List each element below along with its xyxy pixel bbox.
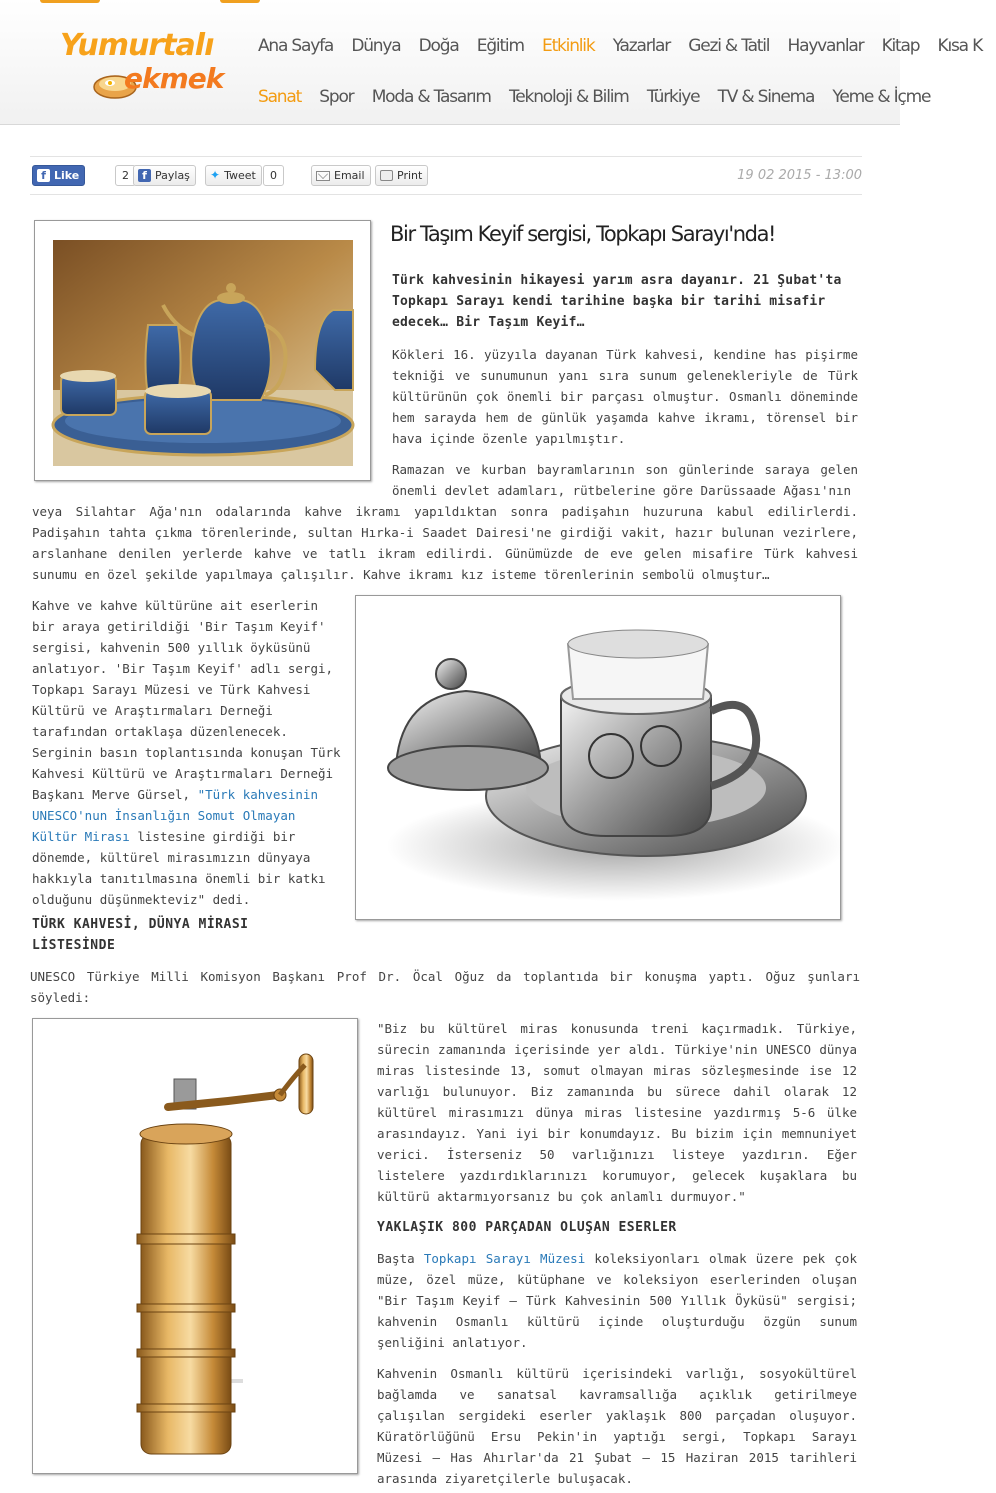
like-count: 2 bbox=[115, 165, 136, 186]
topkapi-museum-link[interactable]: Topkapı Sarayı Müzesi bbox=[423, 1251, 586, 1266]
paragraph-6 bbox=[377, 1248, 857, 1353]
tweet-count: 0 bbox=[263, 165, 284, 186]
nav-item[interactable]: Eğitim bbox=[476, 36, 524, 56]
nav-item[interactable]: Yeme & İçme bbox=[832, 87, 931, 107]
facebook-like-button[interactable] bbox=[32, 165, 85, 186]
share-bar bbox=[30, 156, 862, 195]
photo-silver-cup[interactable] bbox=[355, 595, 841, 920]
nav-row-1 bbox=[258, 36, 996, 56]
paragraph-6-end: koleksiyonları olmak üzere pek çok müze, özel müze, kütüphane ve koleksiyon eserlerinden oluşan "Bir Taşım Keyif – Türk Kahvesinin 500 Yıllık Öyküsü" sergisi; kahvenin Osmanlı kültürü içinde oluşturduğu özgün sunum şenliğini anlatıyor. bbox=[377, 1251, 857, 1350]
paragraph-5-quote: "Biz bu kültürel miras konusunda treni kaçırmadık. Türkiye, sürecin zamanında içerisinde yer aldı. Türkiye'nin UNESCO dünya miras listesinde 13, somut olmayan miras sözleşmesinde ise 12 varlığı bulunuyor. Biz zamanında bu sürece dahil olarak 12 kültürel mirasımızı dünya miras listesine yazdırmış 5-6 ülke arasındayız. Yani iyi bir konumdayız. Bu bizim için memnuniyet verici. İsterseniz 50 varlığınızı listeye yazdırın. Eğer listelere yazdırdıklarınızı korumuyor, gelecek kuşaklara bu kültürü aktarmıyorsanız bu çok anlamlı durmuyor." bbox=[377, 1021, 857, 1204]
like-label: Like bbox=[54, 169, 80, 182]
main-nav bbox=[258, 30, 983, 120]
site-logo[interactable] bbox=[56, 28, 231, 108]
tweet-button[interactable] bbox=[205, 165, 262, 186]
logo-text-line1: Yumurtalı bbox=[60, 28, 214, 63]
logo-text-line2: ekmek bbox=[124, 62, 224, 95]
print-label: Print bbox=[397, 169, 423, 182]
nav-item[interactable]: Ana Sayfa bbox=[258, 36, 334, 56]
nav-item[interactable]: Doğa bbox=[418, 36, 459, 56]
twitter-bird-icon: ✦ bbox=[210, 168, 221, 182]
paragraph-2a: Ramazan ve kurban bayramlarının son günlerinde saraya gelen önemli devlet adamları, rütbelerine göre Darüssaade Ağası'nın bbox=[392, 462, 858, 498]
nav-item[interactable]: Kitap bbox=[881, 36, 920, 56]
subheading-2: YAKLAŞIK 800 PARÇADAN OLUŞAN ESERLER bbox=[377, 1220, 677, 1235]
share-label: Paylaş bbox=[155, 169, 190, 182]
article-title: Bir Taşım Keyif sergisi, Topkapı Sarayı'nda! bbox=[390, 222, 776, 246]
nav-item[interactable]: TV & Sinema bbox=[717, 87, 815, 107]
coffee-set-image bbox=[53, 240, 353, 466]
top-accent-strip bbox=[0, 0, 900, 3]
site-header bbox=[0, 0, 983, 125]
printer-icon bbox=[380, 170, 393, 181]
publish-date: 19 02 2015 - 13:00 bbox=[737, 168, 862, 183]
silver-cup-image bbox=[356, 596, 840, 919]
paragraph-1: Kökleri 16. yüzyıla dayanan Türk kahvesi, kendine has pişirme tekniği ve sunumunun yanı sıra sunum gelenekleriyle de Türk kültürünün çok önemli bir parçası olmuştur. Osmanlı döneminde hem sarayda hem de günlük yaşamda kahve ikramı, törensel bir hava içinde özenle yapılmıştır. bbox=[392, 347, 858, 446]
nav-item[interactable]: Hayvanlar bbox=[787, 36, 864, 56]
nav-item-active[interactable]: Etkinlik bbox=[542, 36, 595, 56]
tweet-label: Tweet bbox=[224, 169, 256, 182]
nav-item[interactable]: Kısa K bbox=[937, 36, 983, 56]
paragraph-3 bbox=[32, 595, 343, 910]
paragraph-4: UNESCO Türkiye Milli Komisyon Başkanı Prof Dr. Öcal Oğuz da toplantıda bir konuşma yaptı. Oğuz şunları söyledi: bbox=[30, 969, 860, 1005]
nav-item[interactable]: Dünya bbox=[351, 36, 401, 56]
paragraph-3-end: listesine girdiği bir dönemde, kültürel mirasımızın dünyaya hakkıyla tanıtılmasına önemli bir katkı olduğunu düşünmekteviz" dedi. bbox=[32, 829, 326, 907]
nav-item[interactable]: Türkiye bbox=[646, 87, 700, 107]
unesco-link[interactable]: "Türk kahvesinin UNESCO'nun İnsanlığın Somut Olmayan Kültür Mirası bbox=[32, 787, 318, 844]
photo-coffee-set[interactable] bbox=[34, 220, 371, 481]
paragraph-2b: veya Silahtar Ağa'nın odalarında kahve ikramı yapıldıktan sonra padişahın huzuruna kabul edilirlerdi. Padişahın tahta çıkma törenlerinde, sultan Hırka-i Saadet Dairesi'ne girdiği vakit, hazır bulunan vezirlere, arslanhane denilen yerlerde kahve ve tatlı ikram edilirdi. Günümüzde de eve gelen misafire Türk kahvesi sunumu en özel şekilde yapılmaya çalışılır. Kahve ikramı kız isteme törenlerinin sembolü olmuştur… bbox=[32, 504, 858, 582]
facebook-share-button[interactable] bbox=[133, 165, 196, 186]
coffee-grinder-image bbox=[33, 1019, 357, 1473]
nav-row-2 bbox=[258, 87, 944, 107]
nav-item-active[interactable]: Sanat bbox=[258, 87, 302, 107]
envelope-icon bbox=[316, 171, 330, 181]
subheading-1: TÜRK KAHVESİ, DÜNYA MİRASI LİSTESİNDE bbox=[32, 917, 249, 953]
photo-coffee-grinder[interactable] bbox=[32, 1018, 358, 1474]
paragraph-6-start: Başta bbox=[377, 1251, 424, 1266]
facebook-icon: f bbox=[37, 169, 50, 182]
nav-item[interactable]: Gezi & Tatil bbox=[688, 36, 770, 56]
print-button[interactable] bbox=[375, 165, 428, 186]
nav-item[interactable]: Yazarlar bbox=[612, 36, 671, 56]
article-lead: Türk kahvesinin hikayesi yarım asra dayanır. 21 Şubat'ta Topkapı Sarayı kendi tarihine başka bir tarihi misafir edecek… Bir Taşım Keyif… bbox=[392, 273, 842, 330]
email-button[interactable] bbox=[311, 165, 371, 186]
nav-item[interactable]: Teknoloji & Bilim bbox=[509, 87, 629, 107]
nav-item[interactable]: Moda & Tasarım bbox=[371, 87, 491, 107]
paragraph-3-text: Kahve ve kahve kültürüne ait eserlerin bir araya getirildiği 'Bir Taşım Keyif' sergisi, kahvenin 500 yıllık öyküsünü anlatıyor. 'Bir Taşım Keyif' adlı sergi, Topkapı Sarayı Müzesi ve Türk Kahvesi Kültürü ve Araştırmaları Derneği tarafından ortaklaşa düzenlenecek. Serginin basın toplantısında konuşan Türk Kahvesi Kültürü ve Araştırmaları Derneği Başkanı Merve Gürsel, bbox=[32, 598, 341, 802]
email-label: Email bbox=[334, 169, 365, 182]
nav-item[interactable]: Spor bbox=[319, 87, 354, 107]
facebook-icon: f bbox=[138, 169, 151, 182]
paragraph-7: Kahvenin Osmanlı kültürü içerisindeki varlığı, sosyokültürel bağlamda ve sanatsal kavramsallığa açıklık getirilmeye çalışılan sergideki eserler yaklaşık 800 parçadan oluşuyor. Küratörlüğünü Ersu Pekin'in yaptığı sergi, Topkapı Sarayı Müzesi – Has Ahırlar'da 21 Şubat – 15 Haziran 2015 tarihleri arasında ziyaretçilerle buluşacak. bbox=[377, 1366, 857, 1486]
